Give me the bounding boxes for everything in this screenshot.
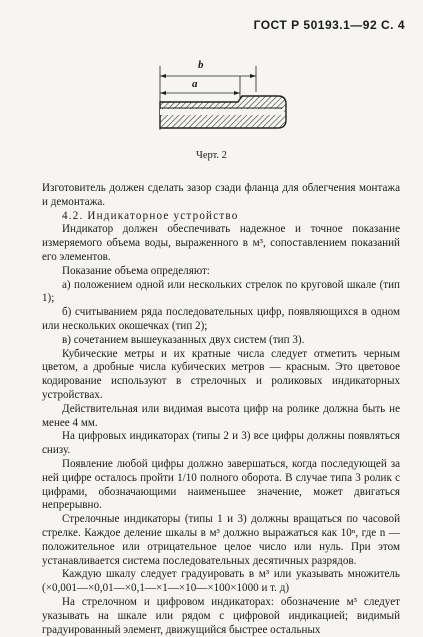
document-body [42,182,400,637]
dimension-label-a: a [192,78,198,90]
dimension-label-b: b [198,59,204,71]
paragraph-volume-reading: Показание объема определяют: [62,264,210,277]
paragraph-scale-graduation: Каждую шкалу следует градуировать в м³ или указывать множитель (×0,001—×0,01—×0,1—×1—×10—×100×1000 и т. д) [42,568,400,595]
list-item-b: б) считыванием ряда последовательных цифр, появляющихся в одном или нескольких окошечках (тип 2); [42,306,400,332]
paragraph-digit-height: Действительная или видимая высота цифр на ролике должна быть не менее 4 мм. [42,402,400,429]
paragraph-pointer-rotation: Стрелочные индикаторы (типы 1 и 3) должны вращаться по часовой стрелке. Каждое деление шкалы в м³ должно выражаться как 10ⁿ, где n — положительное или отрицательное целое число или нуль. При этом устанавливается система последовательных десятичных разрядов. [42,513,400,567]
flange-diagram-svg [158,62,298,144]
paragraph-digit-appearance: На цифровых индикаторах (типы 2 и 3) все цифры должны появляться снизу. [42,430,400,457]
flange-drawing [158,59,298,144]
list-item-c: в) сочетанием вышеуказанных двух систем (тип 3). [62,333,305,346]
list-item-a: а) положением одной или нескольких стрелок по круговой шкале (тип 1); [42,278,400,305]
paragraph-digit-completion: Появление любой цифры должно завершаться, когда последующей за ней цифре осталось пройти 1/10 полного оборота. В случае типа 3 ролик с цифрами, обозначающими наименьшее значение, может двигаться непрерывно. [42,457,400,512]
section-heading-4-2: 4.2. Индикаторное устройство [62,209,239,222]
paragraph-color-coding: Кубические метры и их кратные числа следует отметить черным цветом, а дробные числа кубических метров — красным. Это цветовое кодирование используют в стрелочных и роликовых индикаторных устройствах. [42,347,400,401]
inner-gap [160,109,284,115]
page-header: ГОСТ Р 50193.1—92 С. 4 [253,18,405,32]
paragraph-gap-note: Изготовитель должен сделать зазор сзади фланца для облегчения монтажа и демонтажа. [42,182,400,208]
figure-caption: Черт. 2 [196,150,227,161]
paragraph-unit-marking: На стрелочном и цифровом индикаторах: обозначение м³ следует указывать на шкале или рядом с цифровой индикацией; видимый градуированный элемент, движущийся быстрее остальных [42,595,400,636]
paragraph-indicator-requirement: Индикатор должен обеспечивать надежное и точное показание измеряемого объема воды, выраженного в м³, сопоставлением показаний его элементов. [42,223,400,263]
